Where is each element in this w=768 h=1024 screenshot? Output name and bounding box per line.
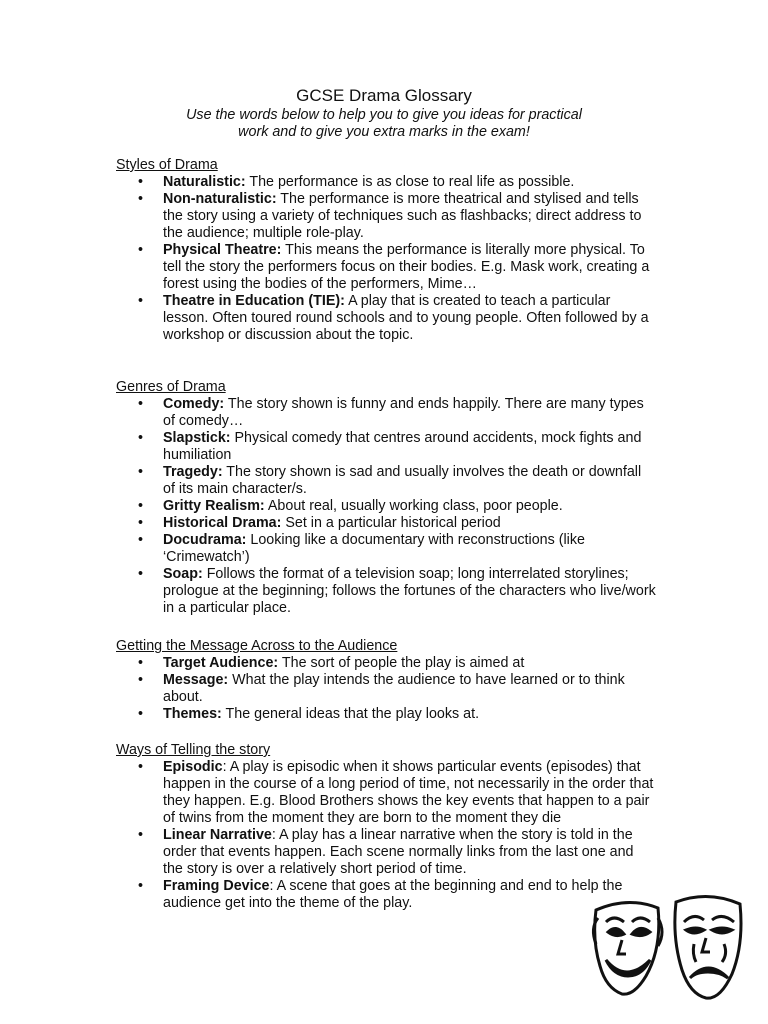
glossary-definition: The story shown is funny and ends happily. There are many types of comedy… bbox=[163, 396, 644, 429]
section-styles-of-drama bbox=[116, 157, 656, 344]
glossary-definition: About real, usually working class, poor people. bbox=[264, 498, 563, 514]
list-item bbox=[116, 655, 656, 672]
glossary-definition: Looking like a documentary with reconstructions (like ‘Crimewatch’) bbox=[163, 532, 585, 565]
comedy-mask bbox=[593, 902, 662, 994]
page-subtitle bbox=[0, 107, 768, 141]
bullet: • bbox=[138, 396, 144, 412]
glossary-definition: The performance is as close to real life as possible. bbox=[245, 174, 575, 190]
section-heading: Getting the Message Across to the Audience bbox=[116, 638, 398, 654]
glossary-definition: The performance is more theatrical and stylised and tells the story using a variety of techniques such as flashbacks; direct address to the audience; multiple role-play. bbox=[163, 191, 642, 241]
message-list bbox=[116, 655, 656, 723]
glossary-definition: : A scene that goes at the beginning and end to help the audience get into the theme of the play. bbox=[163, 878, 623, 911]
glossary-definition: The story shown is sad and usually involves the death or downfall of its main character/s. bbox=[163, 464, 642, 497]
glossary-definition: : A play is episodic when it shows particular events (episodes) that happen in the course of a long period of time, not necessarily in the order that they happen. E.g. Blood Brothers shows the key events that happen to a pair of twins from the moment they are born to the moment they die bbox=[163, 759, 654, 826]
section-message-across bbox=[116, 638, 656, 723]
list-item bbox=[116, 878, 656, 912]
glossary-term: Themes: bbox=[163, 706, 222, 722]
list-item bbox=[116, 174, 656, 191]
glossary-definition: Physical comedy that centres around accidents, mock fights and humiliation bbox=[163, 430, 642, 463]
list-item bbox=[116, 464, 656, 498]
bullet: • bbox=[138, 430, 144, 446]
list-item bbox=[116, 672, 656, 706]
bullet: • bbox=[138, 242, 144, 258]
bullet: • bbox=[138, 464, 144, 480]
page-title: GCSE Drama Glossary bbox=[296, 86, 472, 105]
bullet: • bbox=[138, 498, 144, 514]
list-item bbox=[116, 566, 656, 617]
genres-list bbox=[116, 396, 656, 617]
bullet: • bbox=[138, 191, 144, 207]
list-item bbox=[116, 827, 656, 878]
glossary-definition: Follows the format of a television soap; long interrelated storylines; prologue at the beginning; follows the fortunes of the characters who live/work in a particular place. bbox=[163, 566, 656, 616]
glossary-term: Gritty Realism: bbox=[163, 498, 265, 514]
glossary-definition: The sort of people the play is aimed at bbox=[278, 655, 525, 671]
section-heading: Ways of Telling the story bbox=[116, 742, 271, 758]
comedy-tragedy-masks-icon bbox=[588, 888, 748, 1016]
list-item bbox=[116, 191, 656, 242]
glossary-definition: Set in a particular historical period bbox=[281, 515, 501, 531]
section-genres-of-drama bbox=[116, 379, 656, 617]
bullet: • bbox=[138, 515, 144, 531]
bullet: • bbox=[138, 759, 144, 775]
bullet: • bbox=[138, 672, 144, 688]
list-item bbox=[116, 706, 656, 723]
list-item bbox=[116, 498, 656, 515]
glossary-definition: A play that is created to teach a particular lesson. Often toured round schools and to young people. Often followed by a workshop or discussion about the topic. bbox=[163, 293, 649, 343]
list-item bbox=[116, 532, 656, 566]
glossary-term: Non-naturalistic: bbox=[163, 191, 277, 207]
glossary-term: Episodic bbox=[163, 759, 223, 775]
glossary-term: Slapstick: bbox=[163, 430, 231, 446]
list-item bbox=[116, 430, 656, 464]
glossary-definition: What the play intends the audience to have learned or to think about. bbox=[163, 672, 625, 705]
glossary-term: Framing Device bbox=[163, 878, 270, 894]
bullet: • bbox=[138, 566, 144, 582]
glossary-definition: This means the performance is literally more physical. To tell the story the performers focus on their bodies. E.g. Mask work, creating a forest using the bodies of the performers, Mime… bbox=[163, 242, 650, 292]
section-heading: Styles of Drama bbox=[116, 157, 218, 173]
telling-list bbox=[116, 759, 656, 912]
tragedy-mask bbox=[675, 896, 741, 998]
glossary-term: Historical Drama: bbox=[163, 515, 282, 531]
styles-list bbox=[116, 174, 656, 344]
glossary-term: Physical Theatre: bbox=[163, 242, 282, 258]
section-heading: Genres of Drama bbox=[116, 379, 226, 395]
glossary-term: Target Audience: bbox=[163, 655, 279, 671]
list-item bbox=[116, 515, 656, 532]
glossary-term: Theatre in Education (TIE): bbox=[163, 293, 345, 309]
bullet: • bbox=[138, 706, 144, 722]
bullet: • bbox=[138, 655, 144, 671]
glossary-term: Message: bbox=[163, 672, 229, 688]
glossary-term: Naturalistic: bbox=[163, 174, 246, 190]
section-ways-of-telling bbox=[116, 742, 656, 912]
list-item bbox=[116, 396, 656, 430]
list-item bbox=[116, 242, 656, 293]
bullet: • bbox=[138, 827, 144, 843]
bullet: • bbox=[138, 532, 144, 548]
glossary-term: Soap: bbox=[163, 566, 203, 582]
glossary-term: Linear Narrative bbox=[163, 827, 272, 843]
bullet: • bbox=[138, 878, 144, 894]
bullet: • bbox=[138, 293, 144, 309]
subtitle-line-2: work and to give you extra marks in the exam! bbox=[238, 124, 530, 140]
glossary-definition: : A play has a linear narrative when the story is told in the order that events happen. Each scene normally links from the last one and the story is over a relatively short period of time. bbox=[163, 827, 634, 877]
glossary-term: Tragedy: bbox=[163, 464, 223, 480]
list-item bbox=[116, 759, 656, 827]
list-item bbox=[116, 293, 656, 344]
glossary-definition: The general ideas that the play looks at. bbox=[221, 706, 480, 722]
bullet: • bbox=[138, 174, 144, 190]
glossary-term: Comedy: bbox=[163, 396, 225, 412]
glossary-term: Docudrama: bbox=[163, 532, 247, 548]
subtitle-line-1: Use the words below to help you to give you ideas for practical bbox=[186, 107, 582, 123]
